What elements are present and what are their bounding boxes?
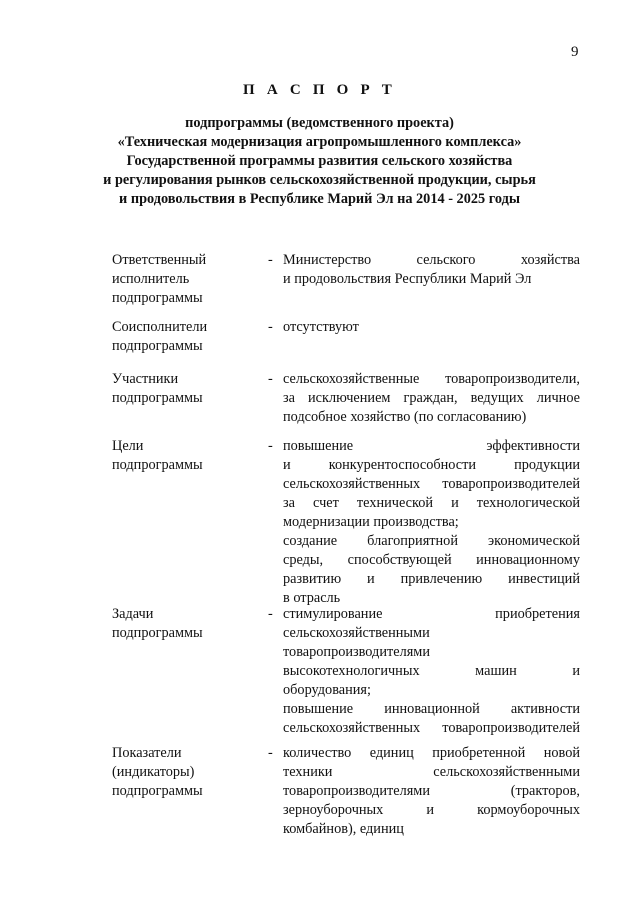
tasks-label: [112, 605, 262, 643]
value-line: высокотехнологичных машин и: [283, 663, 580, 679]
subtitle-line: подпрограммы (ведомственного проекта): [185, 115, 454, 131]
page-number: 9: [571, 44, 579, 60]
label-line: подпрограммы: [112, 457, 203, 473]
label-line: Участники: [112, 371, 179, 387]
value-line: и продовольствия Республики Марий Эл: [283, 271, 532, 287]
value-line: за счет технической и технологической: [283, 495, 580, 511]
value-line: модернизации производства;: [283, 514, 459, 530]
value-line: стимулирование приобретения: [283, 606, 580, 622]
document-subtitle: [0, 114, 639, 209]
label-line: исполнитель: [112, 271, 190, 287]
responsible-executor-value: [283, 251, 580, 289]
goals-label: [112, 437, 262, 475]
separator-dash: -: [268, 319, 273, 335]
subtitle-line: и регулирования рынков сельскохозяйственной продукции, сырья: [103, 172, 536, 188]
value-line: оборудования;: [283, 682, 371, 698]
value-line: сельскохозяйственными: [283, 625, 430, 641]
value-line: повышение инновационной активности: [283, 701, 580, 717]
indicators-value: [283, 744, 580, 839]
value-line: подсобное хозяйство (по согласованию): [283, 409, 527, 425]
value-line: отсутствуют: [283, 319, 359, 335]
label-line: (индикаторы): [112, 764, 195, 780]
value-line: среды, способствующей инновационному: [283, 552, 580, 568]
indicators-label: [112, 744, 262, 801]
label-line: подпрограммы: [112, 390, 203, 406]
separator-dash: -: [268, 438, 273, 454]
label-line: подпрограммы: [112, 783, 203, 799]
tasks-value: [283, 605, 580, 738]
value-line: и конкурентоспособности продукции: [283, 457, 580, 473]
value-line: количество единиц приобретенной новой: [283, 745, 580, 761]
label-line: подпрограммы: [112, 625, 203, 641]
document-title: П А С П О Р Т: [243, 82, 396, 98]
label-line: подпрограммы: [112, 338, 203, 354]
label-line: подпрограммы: [112, 290, 203, 306]
value-line: повышение эффективности: [283, 438, 580, 454]
subtitle-line: Государственной программы развития сельского хозяйства: [126, 153, 513, 169]
separator-dash: -: [268, 252, 273, 268]
value-line: развитию и привлечению инвестиций: [283, 571, 580, 587]
label-line: Ответственный: [112, 252, 207, 268]
value-line: сельскохозяйственных товаропроизводителей: [283, 476, 580, 492]
value-line: сельскохозяйственных товаропроизводителей: [283, 720, 580, 736]
label-line: Соисполнители: [112, 319, 208, 335]
participants-value: [283, 370, 580, 427]
value-line: зерноуборочных и кормоуборочных: [283, 802, 580, 818]
separator-dash: -: [268, 745, 273, 761]
value-line: сельскохозяйственные товаропроизводители,: [283, 371, 580, 387]
separator-dash: -: [268, 606, 273, 622]
label-line: Цели: [112, 438, 144, 454]
value-line: комбайнов), единиц: [283, 821, 404, 837]
value-line: Министерство сельского хозяйства: [283, 252, 580, 268]
subtitle-line: и продовольствия в Республике Марий Эл на 2014 - 2025 годы: [119, 191, 520, 207]
participants-label: [112, 370, 262, 408]
goals-value: [283, 437, 580, 608]
responsible-executor-label: [112, 251, 262, 308]
value-line: товаропроизводителями (тракторов,: [283, 783, 580, 799]
label-line: Задачи: [112, 606, 154, 622]
co-executors-value: [283, 318, 580, 337]
value-line: за исключением граждан, ведущих личное: [283, 390, 580, 406]
value-line: создание благоприятной экономической: [283, 533, 580, 549]
value-line: в отрасль: [283, 590, 341, 606]
co-executors-label: [112, 318, 262, 356]
separator-dash: -: [268, 371, 273, 387]
value-line: техники сельскохозяйственными: [283, 764, 580, 780]
label-line: Показатели: [112, 745, 182, 761]
subtitle-line: «Техническая модернизация агропромышленного комплекса»: [117, 134, 522, 150]
value-line: товаропроизводителями: [283, 644, 430, 660]
